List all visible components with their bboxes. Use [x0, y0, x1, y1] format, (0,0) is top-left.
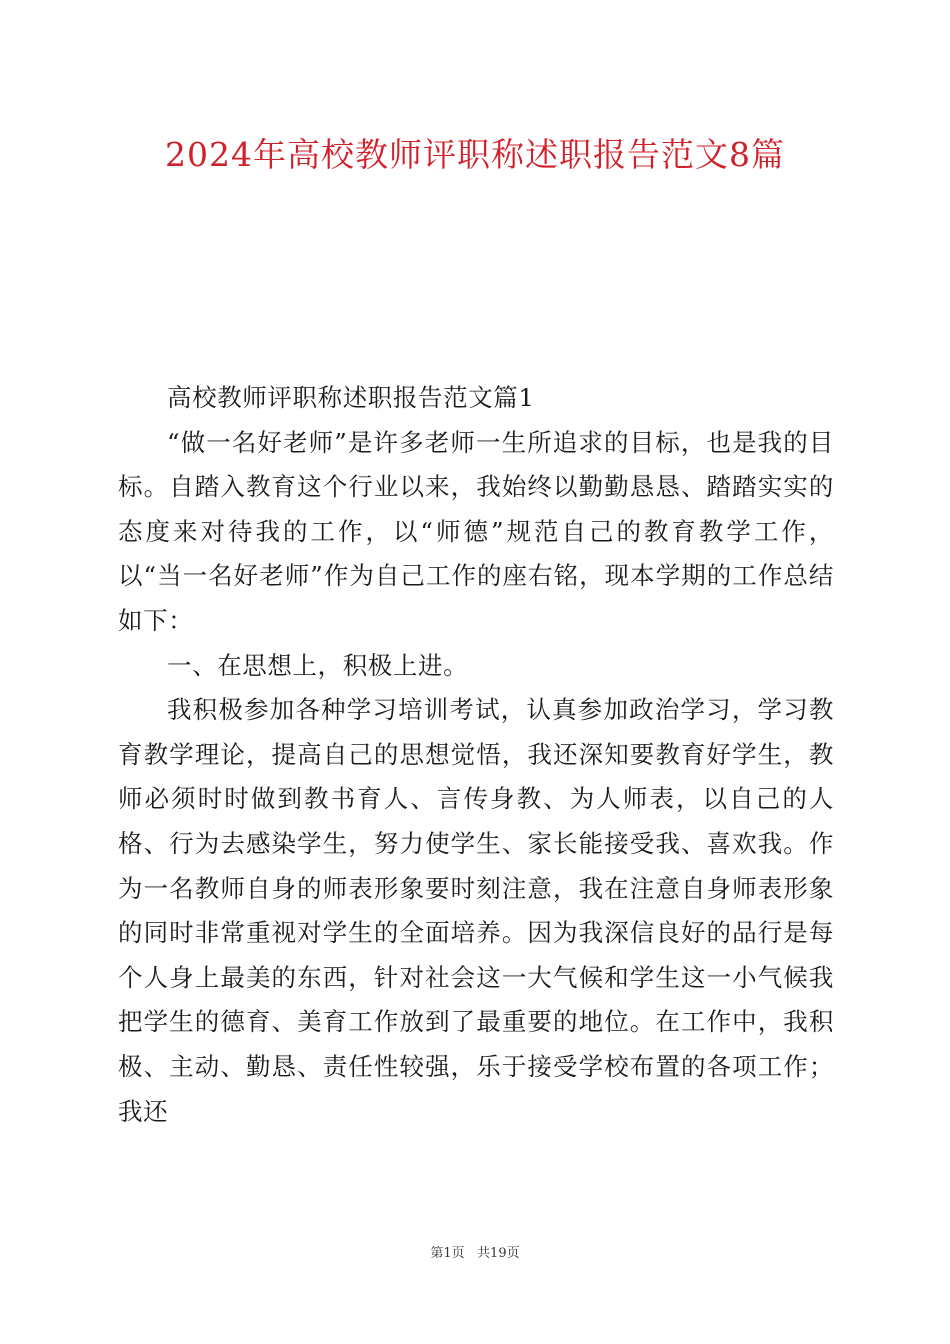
section-heading: 高校教师评职称述职报告范文篇1	[167, 383, 535, 412]
document-body	[118, 376, 834, 1134]
body-paragraph: “做一名好老师”是许多老师一生所追求的目标，也是我的目标。自踏入教育这个行业以来，我始终以勤勤恳恳、踏踏实实的态度来对待我的工作，以“师德”规范自己的教育教学工作，以“当一名好老师”作为自己工作的座右铭，现本学期的工作总结如下：	[118, 427, 834, 635]
body-paragraph: 我积极参加各种学习培训考试，认真参加政治学习，学习教育教学理论，提高自己的思想觉悟，我还深知要教育好学生，教师必须时时做到教书育人、言传身教、为人师表，以自己的人格、行为去感染学生，努力使学生、家长能接受我、喜欢我。作为一名教师自身的师表形象要时刻注意，我在注意自身师表形象的同时非常重视对学生的全面培养。因为我深信良好的品行是每个人身上最美的东西，针对社会这一大气候和学生这一小气候我把学生的德育、美育工作放到了最重要的地位。在工作中，我积极、主动、勤恳、责任性较强，乐于接受学校布置的各项工作；我还	[118, 695, 834, 1126]
subsection-heading: 一、在思想上，积极上进。	[167, 650, 469, 680]
document-title: 2024年高校教师评职称述职报告范文8篇	[165, 135, 785, 174]
page-footer: 第1页 共19页	[430, 1246, 520, 1261]
